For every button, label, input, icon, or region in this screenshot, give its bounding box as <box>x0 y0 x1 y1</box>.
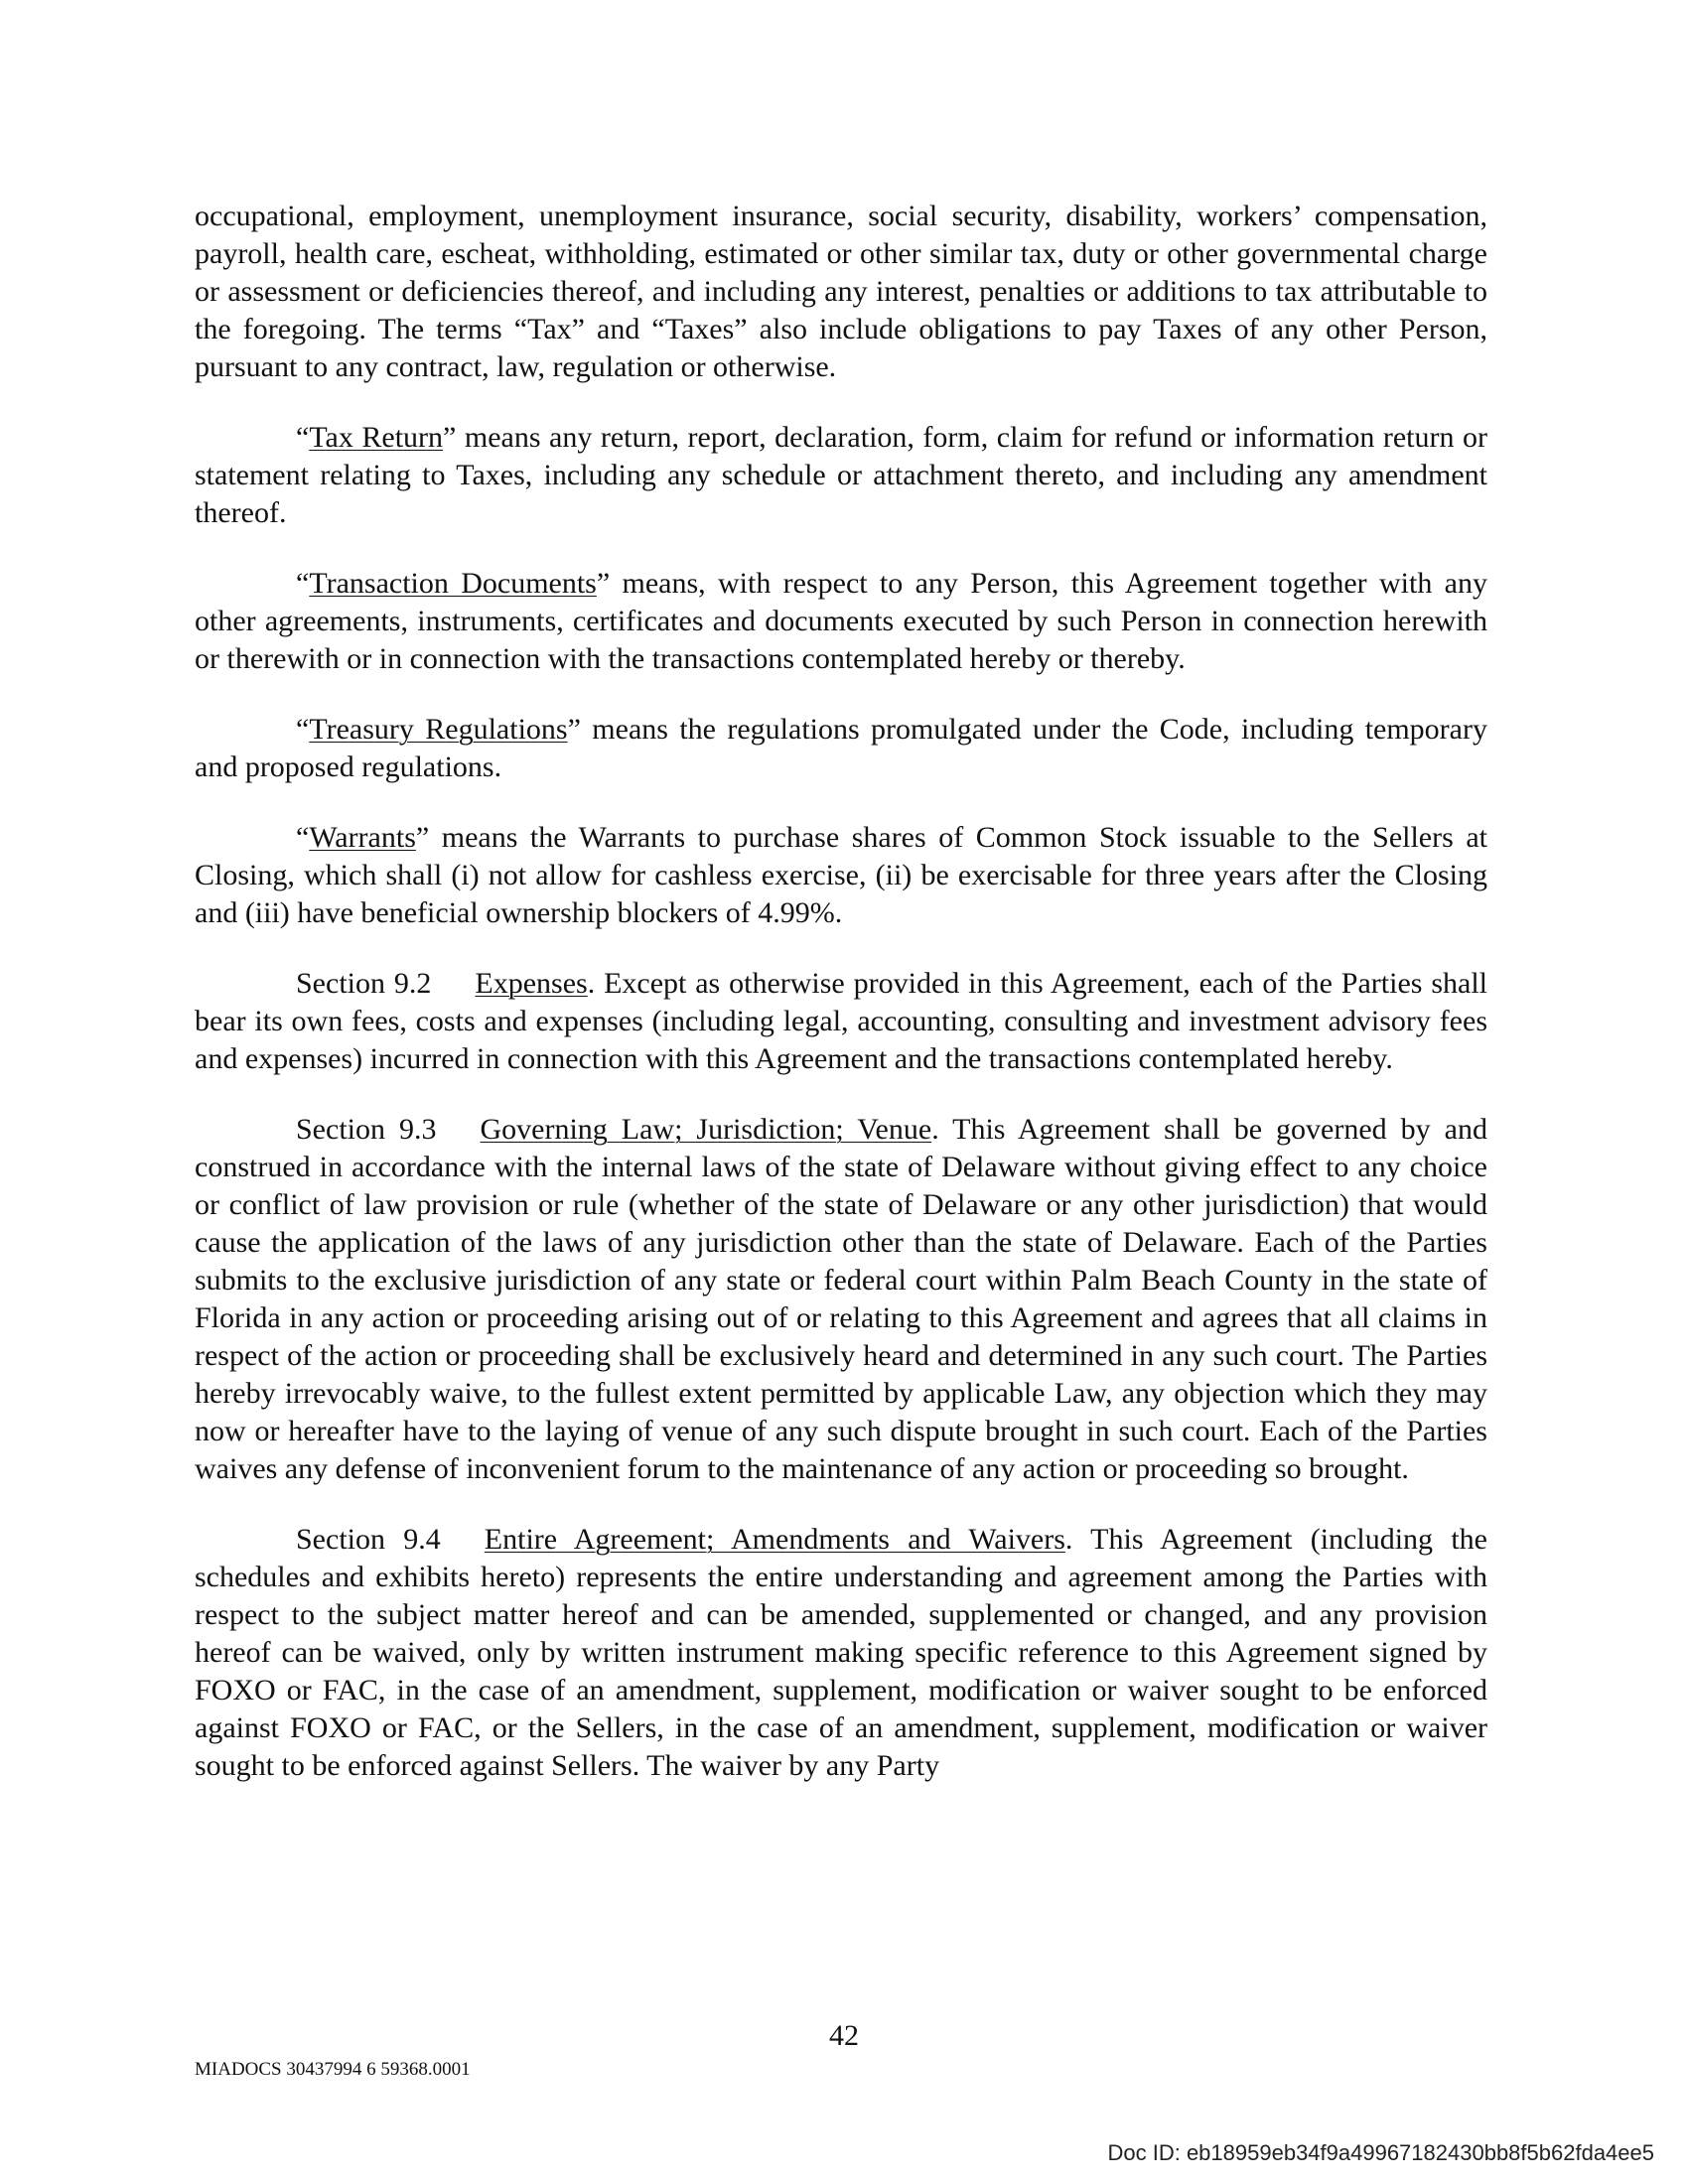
section-title-entire-agreement: Entire Agreement; Amendments and Waivers <box>484 1523 1065 1556</box>
defined-term-treasury-regulations: Treasury Regulations <box>309 713 568 746</box>
definition-tax-return <box>195 419 1487 532</box>
definition-transaction-documents <box>195 565 1487 678</box>
definition-text: ” means the Warrants to purchase shares of Common Stock issuable to the Sellers at Closing, which shall (i) not allow for cashless exercise, (ii) be exercisable for three years after the Closing and (iii) have beneficial ownership blockers of 4.99%. <box>195 821 1487 929</box>
section-text: . This Agreement (including the schedules and exhibits hereto) represents the entire understanding and agreement among the Parties with respect to the subject matter hereof and can be amended, supplemented or changed, and any provision hereof can be waived, only by written instrument making specific reference to this Agreement signed by FOXO or FAC, in the case of an amendment, supplement, modification or waiver sought to be enforced against FOXO or FAC, or the Sellers, in the case of an amendment, supplement, modification or waiver sought to be enforced against Sellers. The waiver by any Party <box>195 1523 1487 1782</box>
section-number: Section 9.2 <box>296 967 432 1000</box>
definition-text: ” means any return, report, declaration, form, claim for refund or information return or statement relating to Taxes, including any schedule or attachment thereto, and including any amendment thereof. <box>195 421 1488 529</box>
definition-text: ” means the regulations promulgated under the Code, including temporary and proposed regulations. <box>195 713 1487 783</box>
section-title-expenses: Expenses <box>475 967 588 1000</box>
defined-term-transaction-documents: Transaction Documents <box>309 567 597 600</box>
section-9-2 <box>195 965 1487 1078</box>
open-quote: “ <box>296 421 310 454</box>
open-quote: “ <box>296 567 310 600</box>
section-text: . This Agreement shall be governed by and construed in accordance with the internal laws of the state of Delaware without giving effect to any choice or conflict of law provision or rule (whether of the state of Delaware or any other jurisdiction) that would cause the application of the laws of any jurisdiction other than the state of Delaware. Each of the Parties submits to the exclusive jurisdiction of any state or federal court within Palm Beach County in the state of Florida in any action or proceeding arising out of or relating to this Agreement and agrees that all claims in respect of the action or proceeding shall be exclusively heard and determined in any such court. The Parties hereby irrevocably waive, to the fullest extent permitted by applicable Law, any objection which they may now or hereafter have to the laying of venue of any such dispute brought in such court. Each of the Parties waives any defense of inconvenient forum to the maintenance of any action or proceeding so brought. <box>195 1113 1487 1485</box>
section-title-governing-law: Governing Law; Jurisdiction; Venue <box>480 1113 932 1146</box>
defined-term-warrants: Warrants <box>309 821 416 854</box>
section-text: . Except as otherwise provided in this Agreement, each of the Parties shall bear its own fees, costs and expenses (including legal, accounting, consulting and investment advisory fees and expenses) incurred in connection with this Agreement and the transactions contemplated hereby. <box>195 967 1487 1075</box>
document-code: MIADOCS 30437994 6 59368.0001 <box>195 2059 471 2080</box>
tax-definition-continuation: occupational, employment, unemployment insurance, social security, disability, workers’ compensation, payroll, health care, escheat, withholding, estimated or other similar tax, duty or other governmental charge or assessment or deficiencies thereof, and including any interest, penalties or additions to tax attributable to the foregoing. The terms “Tax” and “Taxes” also include obligations to pay Taxes of any other Person, pursuant to any contract, law, regulation or otherwise. <box>195 200 1487 383</box>
definition-warrants <box>195 819 1487 932</box>
definition-treasury-regulations <box>195 711 1487 786</box>
section-number: Section 9.3 <box>296 1113 437 1146</box>
open-quote: “ <box>296 821 310 854</box>
section-9-3 <box>195 1111 1487 1488</box>
defined-term-tax-return: Tax Return <box>309 421 444 454</box>
page-number: 42 <box>829 2019 859 2052</box>
doc-id-stamp: Doc ID: eb18959eb34f9a49967182430bb8f5b62fda4ee5 <box>1107 2140 1654 2165</box>
section-9-4 <box>195 1521 1487 1785</box>
open-quote: “ <box>296 713 310 746</box>
definition-text: ” means, with respect to any Person, this Agreement together with any other agreements, instruments, certificates and documents executed by such Person in connection herewith or therewith or in connection with the transactions contemplated hereby or thereby. <box>195 567 1487 675</box>
section-number: Section 9.4 <box>296 1523 441 1556</box>
document-body <box>195 198 1487 1818</box>
